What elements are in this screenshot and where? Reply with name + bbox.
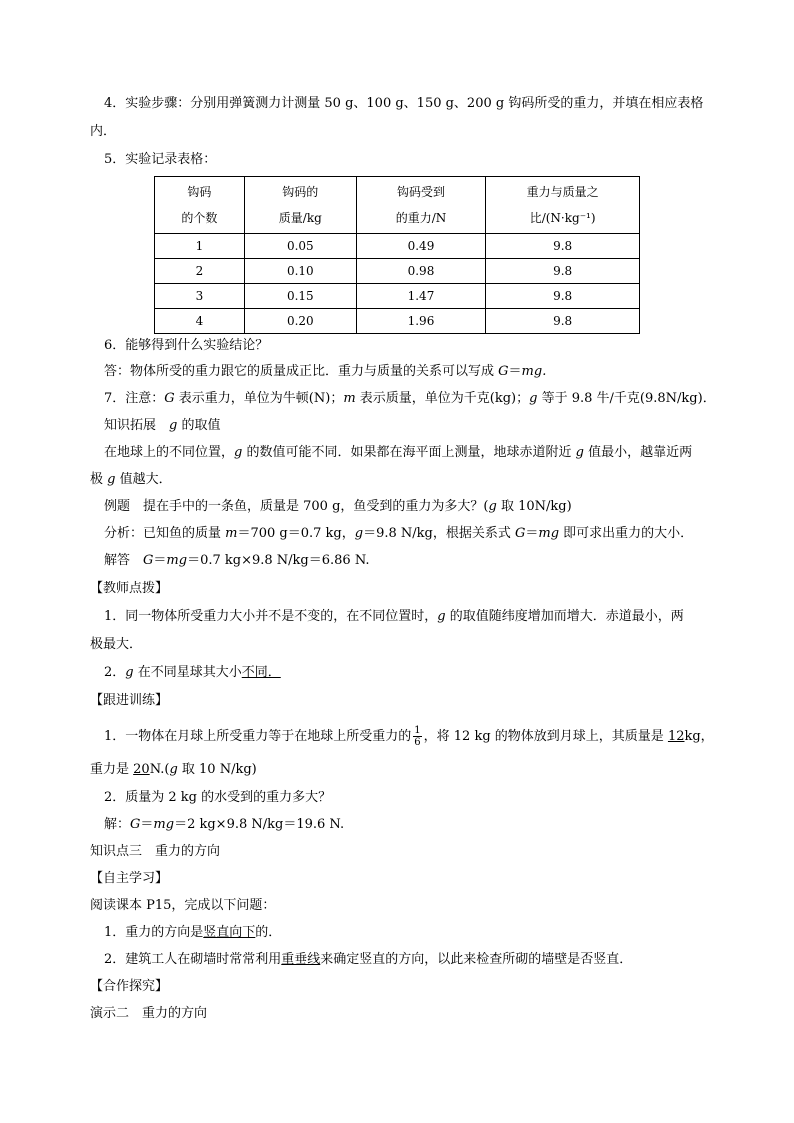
table-cell: 0.15	[244, 284, 356, 309]
ext-title: 知识拓展 g 的取值	[104, 418, 221, 433]
table-row	[155, 259, 640, 284]
table-cell: 4	[155, 309, 245, 334]
table-header-cell: 钩码 的个数	[155, 177, 245, 234]
table-cell: 9.8	[486, 284, 640, 309]
q6-answer: 答：物体所受的重力跟它的质量成正比．重力与质量的关系可以写成 G＝mg.	[104, 364, 547, 379]
table-cell: 1.47	[356, 284, 486, 309]
table-cell: 0.49	[356, 234, 486, 259]
table-cell: 0.98	[356, 259, 486, 284]
table-header-row	[155, 177, 640, 234]
table-row	[155, 284, 640, 309]
teacher-line3: 2．g 在不同星球其大小不同．	[104, 665, 281, 680]
k3-line2: 2．建筑工人在砌墙时常常利用重垂线来确定竖直的方向，以此来检查所砌的墙壁是否竖直．	[104, 952, 633, 967]
fraction-one-sixth: $\frac{1}{6}$	[414, 725, 421, 748]
table-cell: 9.8	[486, 234, 640, 259]
table-row	[155, 234, 640, 259]
follow-line2: 重力是 20N.(g 取 10 N/kg)	[90, 762, 257, 777]
step4-line2: 内．	[90, 124, 117, 139]
analysis: 分析：已知鱼的质量 m＝700 g＝0.7 kg，g＝9.8 N/kg，根据关系式 G＝mg 即可求出重力的大小．	[104, 526, 694, 541]
step5-title: 5．实验记录表格：	[104, 152, 217, 167]
follow-title: 【跟进训练】	[90, 693, 169, 708]
table-cell: 1.96	[356, 309, 486, 334]
table-cell: 0.20	[244, 309, 356, 334]
table-header-cell: 钩码受到 的重力/N	[356, 177, 486, 234]
follow-line1: 1．一物体在月球上所受重力等于在地球上所受重力的 $\frac{1}{6}$ ，将 12 kg 的物体放到月球上，其质量是 12kg，	[104, 725, 714, 748]
follow-line4: 解：G＝mg＝2 kg×9.8 N/kg＝19.6 N.	[104, 817, 345, 832]
k3-line1: 1．重力的方向是竖直向下的．	[104, 925, 282, 940]
q6-title: 6．能够得到什么实验结论？	[104, 338, 269, 353]
step4-line1: 4．实验步骤：分别用弹簧测力计测量 50 g、100 g、150 g、200 g 钩码所受的重力，并填在相应表格	[104, 96, 704, 111]
ext-line2: 极 g 值越大．	[90, 472, 172, 487]
table-cell: 3	[155, 284, 245, 309]
table-header-cell: 重力与质量之 比/(N·kg⁻¹)	[486, 177, 640, 234]
table-cell: 9.8	[486, 309, 640, 334]
teacher-line1: 1．同一物体所受重力大小并不是不变的，在不同位置时，g 的取值随纬度增加而增大．赤道最小，两	[104, 609, 684, 624]
note7: 7．注意：G 表示重力，单位为牛顿(N)；m 表示质量，单位为千克(kg)；g 等于 9.8 牛/千克(9.8N/kg)．	[104, 391, 716, 406]
table-cell: 1	[155, 234, 245, 259]
table-cell: 2	[155, 259, 245, 284]
table-cell: 9.8	[486, 259, 640, 284]
k3-self: 【自主学习】	[90, 871, 169, 886]
example: 例题 提在手中的一条鱼，质量是 700 g，鱼受到的重力为多大？(g 取 10N/kg)	[104, 499, 572, 514]
ext-line1: 在地球上的不同位置，g 的数值可能不同．如果都在海平面上测量，地球赤道附近 g 值最小，越靠近两	[104, 445, 693, 460]
table-cell: 0.10	[244, 259, 356, 284]
k3-demo: 演示二 重力的方向	[90, 1006, 208, 1021]
experiment-table	[154, 176, 640, 334]
k3-coop: 【合作探究】	[90, 979, 169, 994]
answer: 解答 G＝mg＝0.7 kg×9.8 N/kg＝6.86 N.	[104, 553, 370, 568]
table-cell: 0.05	[244, 234, 356, 259]
teacher-title: 【教师点拨】	[90, 581, 169, 596]
k3-read: 阅读课本 P15，完成以下问题：	[90, 898, 276, 913]
table-row	[155, 309, 640, 334]
k3-title: 知识点三 重力的方向	[90, 844, 221, 859]
teacher-line2: 极最大．	[90, 637, 143, 652]
follow-line3: 2．质量为 2 kg 的水受到的重力多大？	[104, 790, 332, 805]
table-header-cell: 钩码的 质量/kg	[244, 177, 356, 234]
